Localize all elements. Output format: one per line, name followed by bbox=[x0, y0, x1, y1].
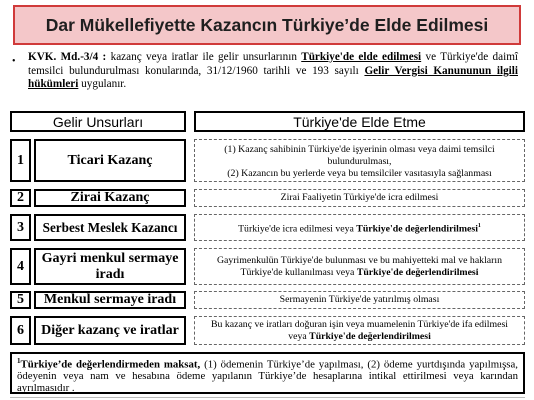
row-2-name: Zirai Kazanç bbox=[34, 189, 186, 207]
row-6-description bbox=[194, 316, 525, 345]
row-1-description bbox=[194, 139, 525, 182]
row-3-desc-bold: Türkiye'de değerlendirilmesi bbox=[356, 223, 478, 235]
row-4-desc-bold: Türkiye'de değerlendirilmesi bbox=[356, 266, 479, 278]
intro-underline-2: Gelir Vergisi Kanununun ilgili hükümleri bbox=[28, 64, 518, 90]
row-5-number: 5 bbox=[10, 291, 31, 309]
intro-text-1: kazanç veya iratlar ile gelir unsurlarının bbox=[106, 51, 302, 63]
page-title-text: Dar Mükellefiyette Kazancın Türkiye’de Elde Edilmesi bbox=[45, 14, 489, 35]
header-right-label: Türkiye'de Elde Etme bbox=[293, 113, 426, 130]
row-1-number: 1 bbox=[10, 139, 31, 182]
row-6-name: Diğer kazanç ve iratlar bbox=[34, 316, 186, 345]
row-5-description: Sermayenin Türkiye'de yatırılmış olması bbox=[194, 291, 525, 309]
row-6-desc-bold: Türkiye'de değerlendirilmesi bbox=[309, 330, 431, 342]
header-gelir-unsurlari bbox=[10, 111, 186, 132]
row-4-description bbox=[194, 248, 525, 285]
intro-text-2: ve Türkiye'de daimî temsilci bulundurulması konularında, 31/12/1960 tarihli ve 193 sayılı bbox=[28, 51, 519, 77]
footnote-sup: 1 bbox=[17, 357, 21, 365]
row-5-name: Menkul sermaye iradı bbox=[34, 291, 186, 309]
row-2-description: Zirai Faaliyetin Türkiye'de icra edilmesi bbox=[194, 189, 525, 207]
row-1-desc-line-2: (2) Kazancın bu yerlerde veya bu temsilciler vasıtasıyla sağlanması bbox=[227, 168, 492, 179]
row-4-number: 4 bbox=[10, 248, 31, 285]
row-3-desc-sup: 1 bbox=[477, 222, 481, 229]
header-left-label: Gelir Unsurları bbox=[52, 113, 144, 130]
bottom-divider bbox=[10, 397, 525, 398]
footnote-text: (1) ödemenin Türkiye’de yapılması, (2) ödeme yurtdışında yapılmışsa, ödeyenin veya nam ve hesabına ödeme yapılanın Türkiye’de hesaplarına intikal ettirilmesi veya karından ayrılmasıdır . bbox=[17, 358, 518, 394]
page-title bbox=[13, 5, 521, 45]
row-6-number: 6 bbox=[10, 316, 31, 345]
row-6-desc-text: Bu kazanç ve iratları doğuran işin veya muamelenin Türkiye'de ifa edilmesi veya bbox=[210, 318, 509, 342]
intro-text-3: uygulanır. bbox=[78, 78, 127, 90]
row-1-name: Ticari Kazanç bbox=[34, 139, 186, 182]
row-4-desc-text: Gayrimenkulün Türkiye'de bulunması ve bu mahiyetteki mal ve hakların Türkiye'de kullanılması veya bbox=[216, 254, 503, 278]
intro-bullet: • bbox=[12, 56, 16, 67]
row-3-desc-text: Türkiye'de icra edilmesi veya bbox=[238, 223, 357, 235]
row-3-description bbox=[194, 214, 525, 241]
header-turkiyede-elde-etme bbox=[194, 111, 525, 132]
row-3-number: 3 bbox=[10, 214, 31, 241]
intro-paragraph bbox=[28, 51, 518, 92]
footnote-box bbox=[10, 352, 525, 394]
intro-underline-1: Türkiye'de elde edilmesi bbox=[301, 51, 422, 63]
row-2-number: 2 bbox=[10, 189, 31, 207]
row-3-name: Serbest Meslek Kazancı bbox=[34, 214, 186, 241]
footnote-bold: Türkiye’de değerlendirmeden maksat, bbox=[20, 358, 201, 371]
row-1-desc-line-1: (1) Kazanç sahibinin Türkiye'de işyerinin olması veya daimi temsilci bulundurulması, bbox=[224, 144, 495, 167]
intro-lead: KVK. Md.-3/4 : bbox=[28, 51, 107, 63]
row-4-name: Gayri menkul sermaye iradı bbox=[34, 248, 186, 285]
